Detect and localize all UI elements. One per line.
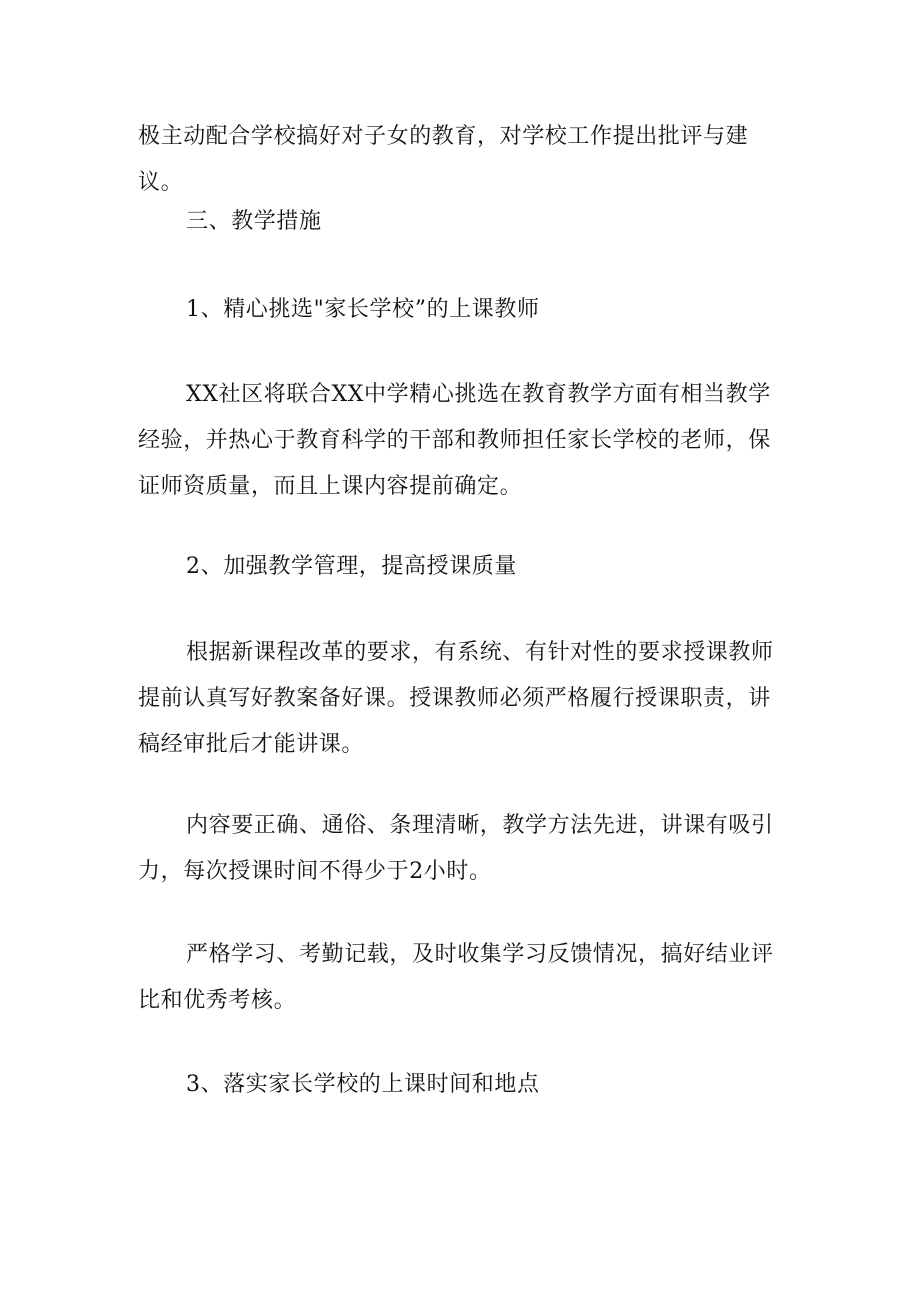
subheading-teaching-management: 2、加强教学管理，提高授课质量 xyxy=(186,554,517,579)
paragraph-curriculum-reform: 根据新课程改革的要求，有系统、有针对性的要求授课教师提前认真写好教案备好课。授课教师必须严格履行授课职责，讲稿经审批后才能讲课。 xyxy=(138,640,774,757)
paragraph-attendance: 严格学习、考勤记载，及时收集学习反馈情况，搞好结业评比和优秀考核。 xyxy=(138,942,774,1013)
paragraph-content-requirements: 内容要正确、通俗、条理清晰，教学方法先进，讲课有吸引力，每次授课时间不得少于2小时。 xyxy=(138,813,774,884)
paragraph-teacher-selection: XX社区将联合XX中学精心挑选在教育教学方面有相当教学经验，并热心于教育科学的干部和教师担任家长学校的老师，保证师资质量，而且上课内容提前确定。 xyxy=(138,382,771,499)
section-heading-teaching-measures: 三、教学措施 xyxy=(186,209,322,234)
subheading-time-and-place: 3、落实家长学校的上课时间和地点 xyxy=(186,1072,540,1097)
subheading-select-teachers: 1、精心挑选"家长学校”的上课教师 xyxy=(186,297,540,322)
paragraph-continuation: 极主动配合学校搞好对子女的教育，对学校工作提出批评与建议。 xyxy=(138,124,749,195)
